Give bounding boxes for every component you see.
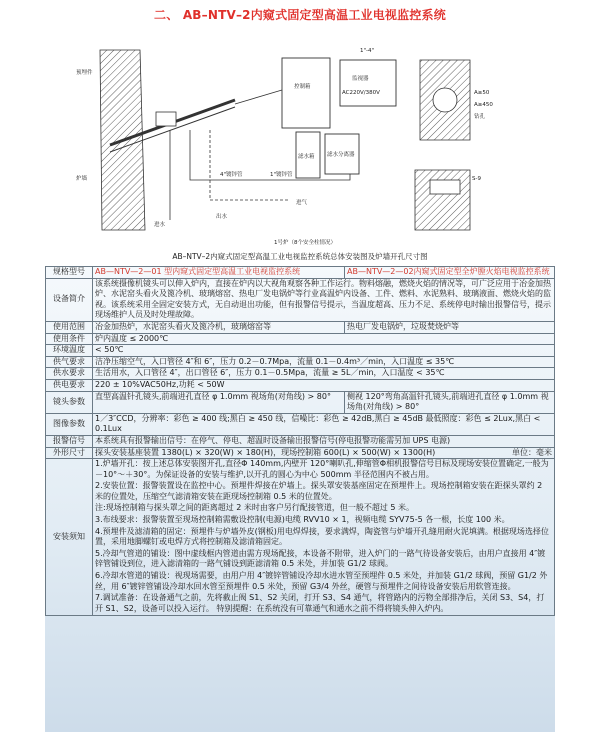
boiler-wall-label: 炉墙 [76,176,88,182]
row-image [46,413,555,435]
hole-size-label: 钻孔 [474,114,486,120]
row-alarm [46,435,555,447]
water-separator-label: 滤水分离器 [327,152,355,158]
pipe-note-2: A≥450 [474,102,493,108]
label-image: 图像参数 [46,413,93,435]
air-text: 洁净压缩空气，入口管径 4″和 6″，压力 0.2－0.7Mpa，流量 0.1－0.4m³／min，入口温度 ≤ 35℃ [93,356,555,368]
control-cabinet-label: 控制箱 [294,84,311,90]
label-range: 使用范围 [46,321,93,333]
row-env-temp [46,345,555,357]
row-size [46,447,555,459]
install-item: 5.冷却气管道的铺设：图中虚线框内管道由需方现场配接，本设备不附带，进入炉门的一路气待设备安装后，由用户直接用 4″镀锌管铺设到位，进入滤清箱的一路气铺设到距滤清箱 0.5 米处，并加装 G1/2 球阀。 [95,548,546,569]
install-item: 3.布线要求：报警装置至现场控制箱需敷设控制(电源)电缆 RVV10 × 1，视频电缆 SYV75-5 各一根，长度 100 米。 [95,515,510,525]
intro-text: 该系统摄像机镜头可以伸入炉内，直接在炉内以大视角观察各种工作运行。物料熔融，燃烧火焰的情况等，可广泛应用于冶金加热炉、水泥窑头看火及篦冷机、玻璃熔窑、热电厂发电锅炉等行业高温炉内设备、工件、燃料、水泥熟料、玻璃液面、燃烧火焰的监视。该系统采用全固定安装方式，无自动退出功能，但有报警信号提示，当温度超高、压力不足、系统停电时输出报警信号，提示现场维护人员及时处理故障。 [93,278,555,321]
lens-right: 侧视 120°弯角高温针孔镜头,前端进孔直径 φ 1.0mm 视场角(对角线) > 80° [345,391,555,413]
spec-table-wrap [45,266,555,732]
control-cabinet [282,58,330,128]
gas-inlet-label: 进气 [296,200,308,206]
size-unit: 单位：毫米 [512,447,552,457]
pipe-note-1: A≥50 [474,90,490,96]
inlet-label: 进水 [154,222,166,228]
install-notes [93,459,555,616]
water-text: 生活用水，入口管径 4″，出口管径 6″，压力 0.1－0.5Mpa，流量 ≥ 5L／min，入口温度 < 35℃ [93,368,555,380]
range-right: 热电厂发电锅炉，垃圾焚烧炉等 [345,321,555,333]
hole-circle [433,88,457,112]
label-env-temp: 环境温度 [46,345,93,357]
label-size: 外形尺寸 [46,447,93,459]
label-install: 安装须知 [46,459,93,616]
label-alarm: 报警信号 [46,435,93,447]
size-cell [93,447,555,459]
row-intro [46,278,555,321]
label-power: 供电要求 [46,379,93,391]
power-label: AC220V/380V [342,90,380,96]
condition-text: 炉内温度 ≤ 2000℃ [93,333,555,345]
install-item: 1.炉墙开孔：按上述总体安装图开孔,直径Φ 140mm,内壁开 120°喇叭孔,伸缩管Φ相机报警信号目标及现场安装位置确定,一般为－10°～＋30°。为保证设备的安装与维护,以开孔的圆心为中心 500mm 半径范围内不被占用。 [95,459,549,479]
outlet-label: 出水 [216,214,228,220]
row-water [46,368,555,380]
spec-table [45,266,555,616]
model-right: AB—NTV—2—02内窥式固定型全炉膛火焰电视监控系统 [345,267,555,279]
bottom-note: 1号炉（8个安全柱情况） [274,240,336,246]
size-left: 探头安装基座装置 1380(L) × 320(W) × 180(H)，现场控制箱 600(L) × 500(W) × 1300(H) [95,447,436,457]
row-lens [46,391,555,413]
range-left: 冶金加热炉，水泥窑头看火及篦冷机，玻璃熔窑等 [93,321,345,333]
label-model: 规格型号 [46,267,93,279]
row-condition [46,333,555,345]
diagram-caption: AB–NTV–2内窥式固定型高温工业电视监控系统总体安装图及炉墙开孔尺寸图 [172,252,428,261]
row-install [46,459,555,616]
row-range [46,321,555,333]
install-item: 注:现场控制箱与探头罩之间的距离超过 2 米时由客户另行配接管道，但一般不超过 5 米。 [95,503,415,513]
top-note: 1"-4" [360,48,375,54]
connector-a-label: 4"镀锌管 [220,172,243,178]
label-lens: 镜头参数 [46,391,93,413]
label-intro: 设备简介 [46,278,93,321]
page-title: 二、 AB–NTV–2内窥式固定型高温工业电视监控系统 [154,8,446,22]
water-box-label: 滤水箱 [298,154,315,160]
env-temp-text: < 50℃ [93,345,555,357]
install-item: 4.预埋件及滤清箱的固定：预埋件与炉墙外皮(钢板)用电焊焊接，要求满焊，陶瓷管与炉墙开孔缝用耐火泥填满。根据现场选择位置，采用地脚螺钉或电焊方式将控制箱及滤清箱固定。 [95,526,549,547]
install-item: 2.安装位置：报警装置设在监控中心。预埋件焊接在炉墙上。探头罩安装基座固定在预埋件上。现场控制箱安装在距探头罩约 2 米的位置处，压缩空气滤清箱安装在距现场控制箱 0.5 米的位置处。 [95,481,543,501]
row-power [46,379,555,391]
image-text: 1／3″CCD，分辨率：彩色 ≥ 400 线;黑白 ≥ 450 线，信噪比：彩色 ≥ 42dB,黑白 ≥ 45dB 最低照度：彩色 ≤ 2Lux,黑白 < 0.1Lux [93,413,555,435]
monitor-label: 监视器 [352,76,369,82]
install-item: 7.调试准备：在设备通气之前，先将截止阀 S1、S2 关闭，打开 S3、S4 通气，将管路内的污物全部排净后，关闭 S3、S4，打开 S1、S2，设备可以投入运行。 特别提醒：在系统没有可靠通气和通水之前不得将镜头伸入炉内。 [95,593,545,613]
install-item: 6.冷却水管道的铺设：视现场需要，由用户用 4″镀锌管铺设冷却水进水管至预埋件 0.5 米处，并加装 G1/2 球阀，预留 G1/2 外丝，用 6″镀锌管铺设冷却水回水管至预埋件 0.5 米处，预留 G3/4 外丝，硬管与预埋件之间待设备安装后用软管连接。 [95,571,548,591]
rsv-label: S-9 [472,176,481,182]
lens-left: 直型高温针孔镜头,前端进孔直径 φ 1.0mm 视场角(对角线) > 80° [93,391,345,413]
model-left: AB—NTV—2—01 型内窥式固定型高温工业电视监控系统 [93,267,345,279]
row-model [46,267,555,279]
alarm-text: 本系统具有报警输出信号：在停气、停电、超温时设备输出报警信号(停电报警功能需另加 UPS 电源) [93,435,555,447]
power-text: 220 ± 10%VAC50Hz,功耗 < 50W [93,379,555,391]
embedded-part-label: 预埋件 [76,70,93,76]
label-condition: 使用条件 [46,333,93,345]
monitor-box [340,60,396,106]
installation-diagram [70,30,540,252]
row-air [46,356,555,368]
bracket-section [415,170,470,230]
label-air: 供气要求 [46,356,93,368]
label-water: 供水要求 [46,368,93,380]
mount-base [156,112,176,126]
connector-b-label: 1"镀锌管 [270,172,293,178]
